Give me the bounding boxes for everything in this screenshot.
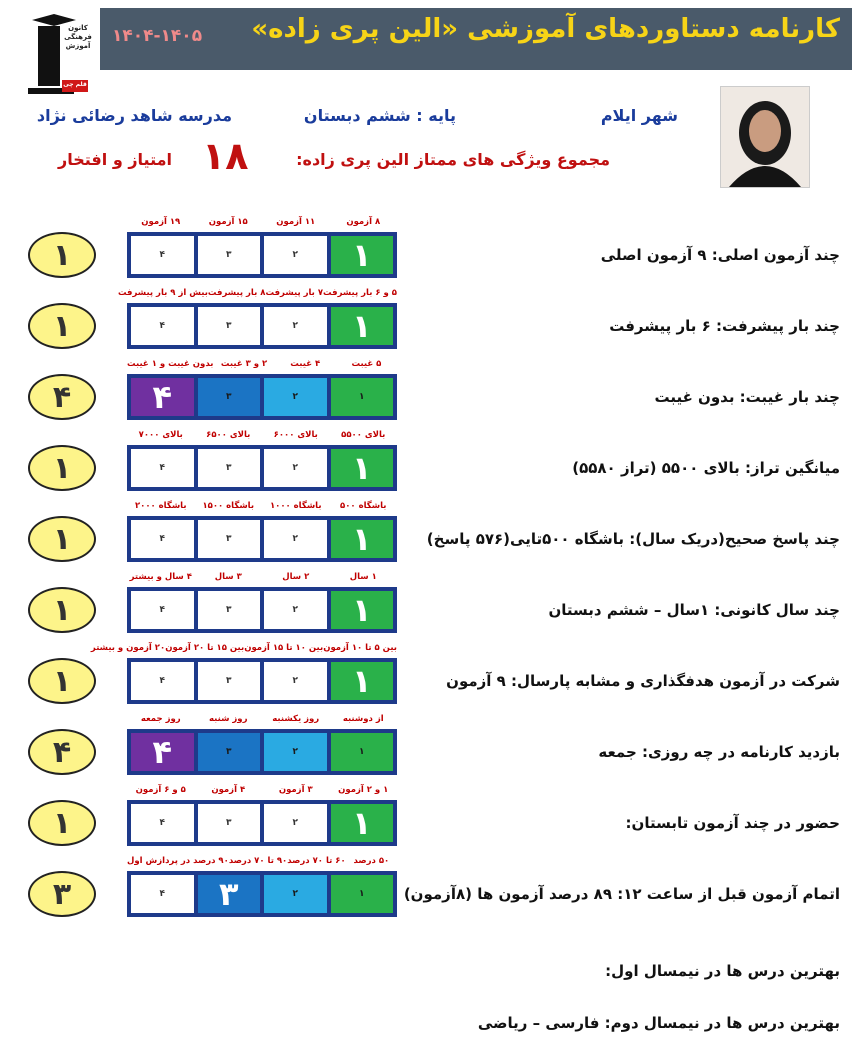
column-label: ۷ بار پیشرفت [265, 288, 324, 298]
level-cell: ۲ [264, 449, 327, 487]
row-3-column-labels [127, 359, 397, 373]
level-cell: ۲ [264, 591, 327, 629]
column-label: ۸ آزمون [346, 217, 381, 227]
column-label: روز شنبه [209, 714, 248, 724]
row-8-column-labels [127, 714, 397, 728]
student-grade: پایه : ششم دبستان [303, 106, 456, 125]
row-3-level-cells [127, 374, 397, 420]
level-cell-selected: ۱ [331, 236, 394, 274]
row-1-level-cells [127, 232, 397, 278]
logo-text-3: آموزش [65, 42, 91, 50]
row-3-question: چند بار غیبت: بدون غیبت [654, 388, 840, 406]
row-9-level-cells [127, 800, 397, 846]
level-cell: ۲ [264, 236, 327, 274]
column-label: ۲۰ آزمون و بیشتر [90, 643, 166, 653]
column-label: ۵ و ۶ آزمون [135, 785, 186, 795]
column-label: ۱۹ آزمون [141, 217, 181, 227]
row-2-score-badge: ۱ [28, 303, 96, 349]
level-cell: ۲ [264, 804, 327, 842]
column-label: بالای ۶۵۰۰ [206, 430, 251, 440]
row-8-question: بازدید کارنامه در چه روزی: جمعه [598, 743, 840, 761]
row-4-column-labels [127, 430, 397, 444]
column-label: ۹۰ تا ۷۰ درصد [228, 856, 288, 866]
column-label: باشگاه ۲۰۰۰ [134, 501, 187, 511]
level-cell: ۳ [198, 804, 261, 842]
row-2-level-cells [127, 303, 397, 349]
level-cell: ۴ [131, 662, 194, 700]
row-7-question: شرکت در آزمون هدفگذاری و مشابه پارسال: ۹ آزمون [446, 672, 840, 690]
level-cell-selected: ۳ [198, 875, 261, 913]
column-label: ۱ سال [349, 572, 377, 582]
column-label: بالای ۷۰۰۰ [138, 430, 183, 440]
row-6-question: چند سال کانونی: ۱سال – ششم دبستان [548, 601, 840, 619]
level-cell-selected: ۴ [131, 378, 194, 416]
row-8-level-cells [127, 729, 397, 775]
level-cell: ۳ [198, 733, 261, 771]
column-label: ۵۰ درصد [353, 856, 390, 866]
row-3-score-badge: ۴ [28, 374, 96, 420]
level-cell: ۲ [264, 307, 327, 345]
column-label: ۴ غیبت [290, 359, 321, 369]
student-school: مدرسه شاهد رضائی نژاد [36, 106, 232, 125]
row-6-column-labels [127, 572, 397, 586]
page-title: کارنامه دستاوردهای آموزشی «الین پری زاده» [251, 14, 840, 44]
row-6-score-badge: ۱ [28, 587, 96, 633]
row-7-score-badge: ۱ [28, 658, 96, 704]
row-5-column-labels [127, 501, 397, 515]
level-cell-selected: ۴ [131, 733, 194, 771]
column-label: باشگاه ۵۰۰ [340, 501, 387, 511]
student-portrait-icon [721, 87, 809, 187]
row-6-level-cells [127, 587, 397, 633]
level-cell-selected: ۱ [331, 307, 394, 345]
column-label: ۱۵ آزمون [208, 217, 248, 227]
logo-text-4: قلم چی [63, 81, 87, 88]
column-label: روز یکشنبه [272, 714, 320, 724]
row-10-score-badge: ۳ [28, 871, 96, 917]
row-1-score-badge: ۱ [28, 232, 96, 278]
level-cell: ۴ [131, 804, 194, 842]
column-label: ۳ سال [214, 572, 242, 582]
column-label: ۵ و ۶ بار پیشرفت [323, 288, 397, 298]
column-label: ۴ سال و بیشتر [129, 572, 192, 582]
level-cell: ۴ [131, 875, 194, 913]
column-label: ۲ و ۳ غیبت [220, 359, 268, 369]
column-label: بدون غیبت و ۱ غیبت [126, 359, 214, 369]
total-label: مجموع ویژگی های ممتاز الین پری زاده: [296, 150, 610, 169]
level-cell: ۱ [331, 733, 394, 771]
row-10-question: اتمام آزمون قبل از ساعت ۱۲: ۸۹ درصد آزمون ها (۸آزمون) [403, 885, 840, 903]
row-9-score-badge: ۱ [28, 800, 96, 846]
column-label: ۹۰ درصد در پردازش اول [127, 856, 229, 866]
row-5-score-badge: ۱ [28, 516, 96, 562]
level-cell: ۱ [331, 378, 394, 416]
column-label: ۲ سال [282, 572, 310, 582]
total-suffix: امتیاز و افتخار [58, 150, 172, 169]
column-label: ۱ و ۲ آزمون [338, 785, 389, 795]
column-label: باشگاه ۱۰۰۰ [269, 501, 322, 511]
column-label: ۳ آزمون [278, 785, 313, 795]
column-label: از دوشنبه [342, 714, 384, 724]
row-1-column-labels [127, 217, 397, 231]
row-4-score-badge: ۱ [28, 445, 96, 491]
column-label: بالای ۶۰۰۰ [273, 430, 318, 440]
column-label: ۴ آزمون [211, 785, 246, 795]
row-7-level-cells [127, 658, 397, 704]
student-photo [720, 86, 810, 188]
level-cell: ۳ [198, 378, 261, 416]
level-cell: ۳ [198, 662, 261, 700]
level-cell: ۱ [331, 875, 394, 913]
level-cell-selected: ۱ [331, 804, 394, 842]
column-label: باشگاه ۱۵۰۰ [202, 501, 255, 511]
logo-text-1: کانون [68, 24, 88, 32]
row-2-question: چند بار پیشرفت: ۶ بار پیشرفت [609, 317, 840, 335]
column-label: ۵ غیبت [351, 359, 382, 369]
column-label: بیش از ۹ بار پیشرفت [117, 288, 208, 298]
level-cell: ۴ [131, 591, 194, 629]
level-cell: ۴ [131, 236, 194, 274]
academic-year: ۱۴۰۴-۱۴۰۵ [112, 26, 203, 46]
header-bar [100, 8, 852, 70]
row-10-level-cells [127, 871, 397, 917]
best-subjects-first-half: بهترین درس ها در نیمسال اول: [605, 962, 840, 980]
row-5-level-cells [127, 516, 397, 562]
row-5-question: چند پاسخ صحیح(دریک سال): باشگاه ۵۰۰تایی(۵۷۶ پاسخ) [426, 530, 840, 548]
row-8-score-badge: ۴ [28, 729, 96, 775]
best-subjects-second-half: بهترین درس ها در نیمسال دوم: فارسی – ریاضی [477, 1014, 840, 1032]
row-9-question: حضور در چند آزمون تابستان: [625, 814, 840, 832]
row-7-column-labels [90, 643, 397, 657]
row-4-level-cells [127, 445, 397, 491]
logo-text-2: فرهنگی [64, 33, 92, 41]
level-cell: ۳ [198, 520, 261, 558]
level-cell-selected: ۱ [331, 449, 394, 487]
column-label: ۶۰ تا ۷۰ درصد [287, 856, 346, 866]
level-cell: ۴ [131, 307, 194, 345]
level-cell-selected: ۱ [331, 662, 394, 700]
row-1-question: چند آزمون اصلی: ۹ آزمون اصلی [600, 246, 840, 264]
level-cell: ۲ [264, 520, 327, 558]
level-cell: ۳ [198, 236, 261, 274]
level-cell: ۳ [198, 591, 261, 629]
level-cell: ۲ [264, 733, 327, 771]
column-label: بین ۵ تا ۱۰ آزمون [323, 643, 397, 653]
kanoon-logo [24, 10, 94, 96]
row-4-question: میانگین تراز: بالای ۵۵۰۰ (تراز ۵۵۸۰) [572, 459, 840, 477]
column-label: ۱۱ آزمون [276, 217, 316, 227]
level-cell: ۲ [264, 875, 327, 913]
column-label: بالای ۵۵۰۰ [341, 430, 386, 440]
level-cell-selected: ۱ [331, 520, 394, 558]
student-city: شهر ایلام [600, 106, 678, 125]
column-label: روز جمعه [140, 714, 181, 724]
level-cell: ۲ [264, 662, 327, 700]
level-cell-selected: ۱ [331, 591, 394, 629]
column-label: بین ۱۰ تا ۱۵ آزمون [244, 643, 324, 653]
column-label: ۸ بار پیشرفت [207, 288, 266, 298]
level-cell: ۳ [198, 307, 261, 345]
level-cell: ۴ [131, 520, 194, 558]
total-value: ۱۸ [202, 134, 249, 178]
level-cell: ۳ [198, 449, 261, 487]
level-cell: ۴ [131, 449, 194, 487]
column-label: بین ۱۵ تا ۲۰ آزمون [165, 643, 245, 653]
row-2-column-labels [117, 288, 397, 302]
row-9-column-labels [127, 785, 397, 799]
level-cell: ۲ [264, 378, 327, 416]
row-10-column-labels [127, 856, 397, 870]
